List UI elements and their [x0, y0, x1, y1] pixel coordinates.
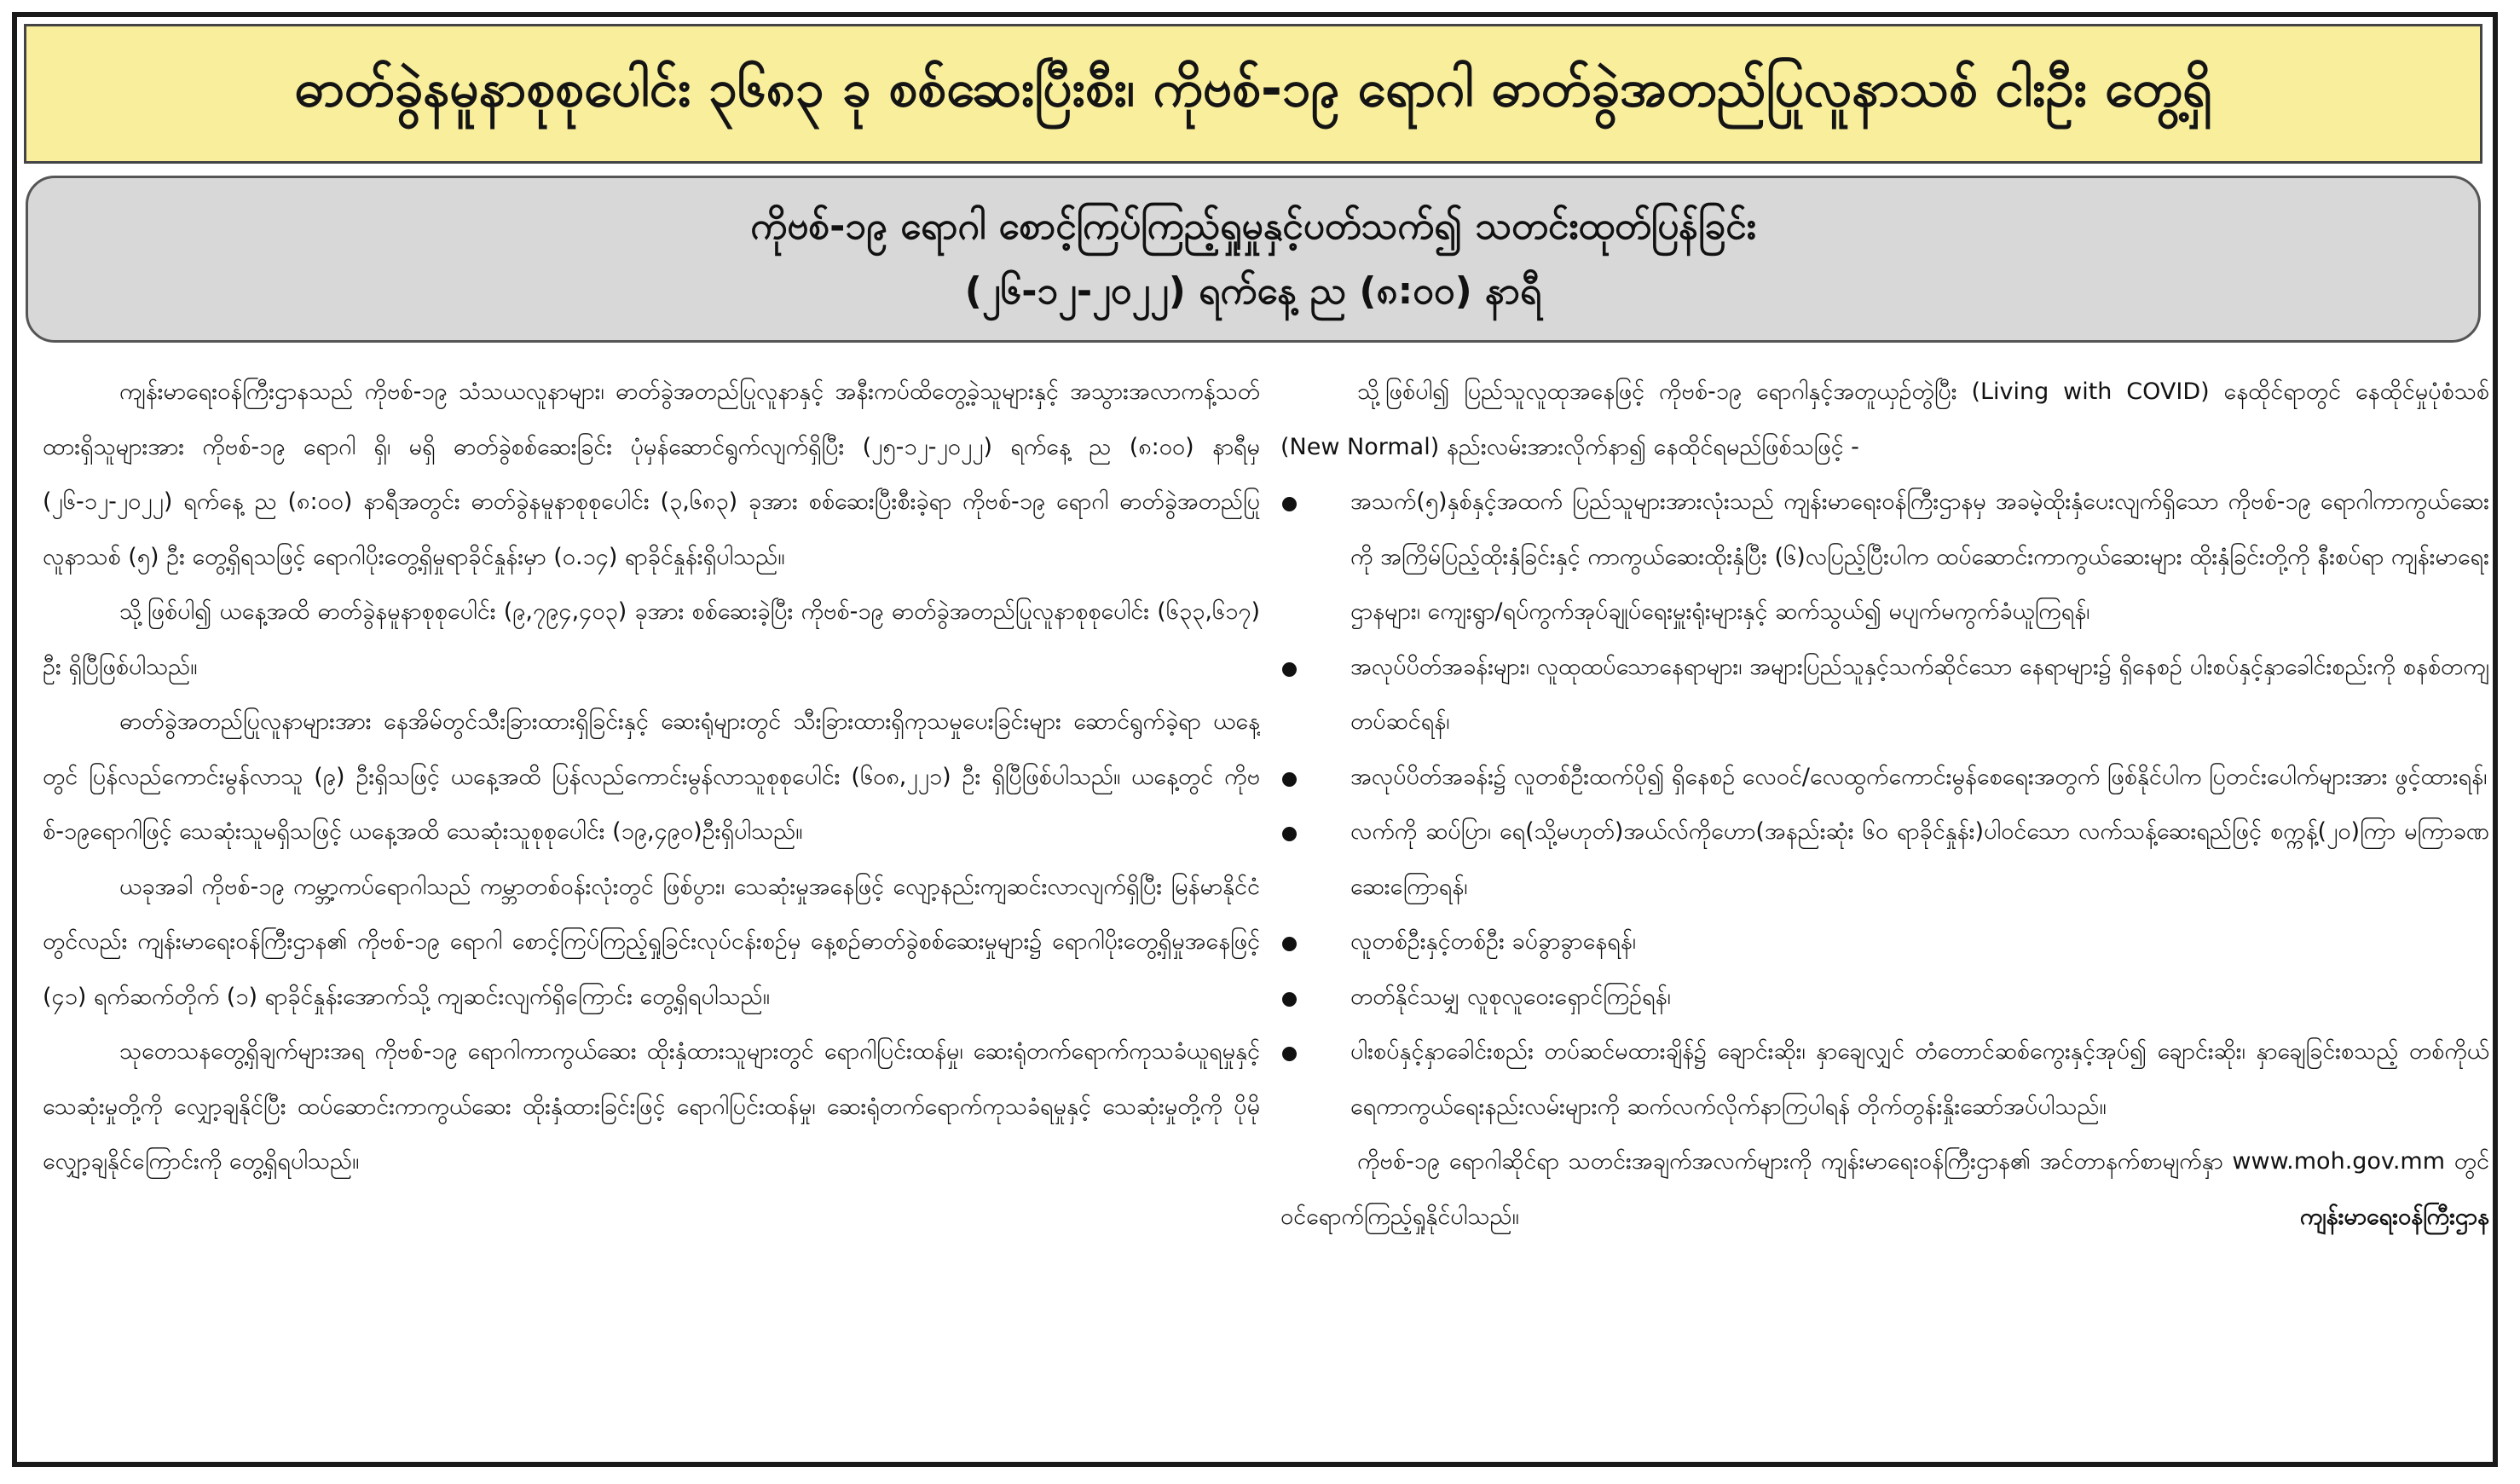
list-item-text: အသက်(၅)နှစ်နှင့်အထက် ပြည်သူများအားလုံးသည် ကျန်းမာရေးဝန်ကြီးဌာနမှ အခမဲ့ထိုးနှံပေးလျက်ရှိသော ကိုဗစ်-၁၉ ရောဂါကာကွယ်ဆေးကို အကြိမ်ပြည့်ထိုးနှံခြင်းနှင့် ကာကွယ်ဆေးထိုးနှံပြီး (၆)လပြည့်ပြီးပါက ထပ်ဆောင်းကာကွယ်ဆေးများ ထိုးနှံခြင်းတို့ကို နီးစပ်ရာ ကျန်းမာရေးဌာနများ၊ ကျေးရွာ/ရပ်ကွက်အုပ်ချုပ်ရေးမှူးရုံးများနှင့် ဆက်သွယ်၍ မပျက်မကွက်ခံယူကြရန်၊	[1350, 488, 2489, 625]
paragraph-trend: ယခုအခါ ကိုဗစ်-၁၉ ကမ္ဘာ့ကပ်ရောဂါသည် ကမ္ဘာတစ်ဝန်းလုံးတွင် ဖြစ်ပွား၊ သေဆုံးမှုအနေဖြင့် လျော့နည်းကျဆင်းလာလျက်ရှိပြီး မြန်မာနိုင်ငံတွင်လည်း ကျန်းမာရေးဝန်ကြီးဌာန၏ ကိုဗစ်-၁၉ ရောဂါ စောင့်ကြပ်ကြည့်ရှုခြင်းလုပ်ငန်းစဉ်မှ နေ့စဉ်ဓာတ်ခွဲစစ်ဆေးမှုများ၌ ရောဂါပိုးတွေ့ရှိမှုအနေဖြင့် (၄၁) ရက်ဆက်တိုက် (၁) ရာခိုင်နှုန်းအောက်သို့ ကျဆင်းလျက်ရှိကြောင်း တွေ့ရှိရပါသည်။	[43, 873, 1260, 1010]
headline-text: ဓာတ်ခွဲနမူနာစုစုပေါင်း ၃၆၈၃ ခု စစ်ဆေးပြီးစီး၊ ကိုဗစ်-၁၉ ရောဂါ ဓာတ်ခွဲအတည်ပြုလူနာသစ် ငါးဦး တွေ့ရှိ	[294, 59, 2212, 118]
list-item-text: လက်ကို ဆပ်ပြာ၊ ရေ(သို့မဟုတ်)အယ်လ်ကိုဟော(အနည်းဆုံး ၆၀ ရာခိုင်နှုန်း)ပါဝင်သော လက်သန့်ဆေးရည်ဖြင့် စက္ကန့်(၂၀)ကြာ မကြာခဏဆေးကြောရန်၊	[1350, 818, 2489, 900]
list-item	[1280, 805, 2489, 915]
bullet-icon	[1282, 662, 1297, 677]
paragraph-cumulative-cases: သို့ဖြစ်ပါ၍ ယနေ့အထိ ဓာတ်ခွဲနမူနာစုစုပေါင်း (၉,၇၉၄,၄၀၃) ခုအား စစ်ဆေးခဲ့ပြီး ကိုဗစ်-၁၉ ဓာတ်ခွဲအတည်ပြုလူနာစုစုပေါင်း (၆၃၃,၆၁၇) ဦး ရှိပြီဖြစ်ပါသည်။	[43, 598, 1260, 680]
paragraph-closing	[1280, 1135, 2489, 1244]
bullet-icon	[1282, 937, 1297, 951]
list-item-text: အလုပ်ပိတ်အခန်း၌ လူတစ်ဦးထက်ပို၍ ရှိနေစဉ် လေဝင်/လေထွက်ကောင်းမွန်စေရေးအတွက် ဖြစ်နိုင်ပါက ပြတင်းပေါက်များအား ဖွင့်ထားရန်၊	[1350, 763, 2488, 790]
bullet-icon	[1282, 827, 1297, 841]
bullet-icon	[1282, 772, 1297, 787]
list-item	[1280, 915, 2489, 970]
headline	[24, 24, 2482, 164]
signature: ကျန်းမာရေးဝန်ကြီးဌာန	[2299, 1203, 2489, 1230]
subtitle-date: (၂၆-၁၂-၂၀၂၂) ရက်နေ့ ည (၈:၀၀) နာရီ	[964, 269, 1542, 313]
bullet-icon	[1282, 992, 1297, 1007]
list-item	[1280, 475, 2489, 640]
guidance-list	[1280, 475, 2489, 1135]
list-item	[1280, 970, 2489, 1025]
bullet-icon	[1282, 1047, 1297, 1061]
paragraph-vaccine-research: သုတေသနတွေ့ရှိချက်များအရ ကိုဗစ်-၁၉ ရောဂါကာကွယ်ဆေး ထိုးနှံထားသူများတွင် ရောဂါပြင်းထန်မှု၊ ဆေးရုံတက်ရောက်ကုသခံယူရမှုနှင့် သေဆုံးမှုတို့ကို လျှော့ချနိုင်ပြီး ထပ်ဆောင်းကာကွယ်ဆေး ထိုးနှံထားခြင်းဖြင့် ရောဂါပြင်းထန်မှု၊ ဆေးရုံတက်ရောက်ကုသခံရမှုနှင့် သေဆုံးမှုတို့ကို ပိုမိုလျှော့ချနိုင်ကြောင်းကို တွေ့ရှိရပါသည်။	[43, 1038, 1260, 1175]
right-column	[1280, 365, 2489, 1446]
list-item	[1280, 640, 2489, 750]
bullet-icon	[1282, 497, 1297, 511]
left-column	[43, 365, 1260, 1446]
subtitle-title: ကိုဗစ်-၁၉ ရောဂါ စောင့်ကြပ်ကြည့်ရှုမှုနှင့်ပတ်သက်၍ သတင်းထုတ်ပြန်ခြင်း	[750, 205, 1756, 248]
list-item	[1280, 750, 2489, 806]
list-item-text: အလုပ်ပိတ်အခန်းများ၊ လူထုထပ်သောနေရာများ၊ အများပြည်သူနှင့်သက်ဆိုင်သော နေရာများ၌ ရှိနေစဉ် ပါးစပ်နှင့်နှာခေါင်းစည်းကို စနစ်တကျတပ်ဆင်ရန်၊	[1350, 653, 2489, 735]
paragraph-living-with-covid: သို့ဖြစ်ပါ၍ ပြည်သူလူထုအနေဖြင့် ကိုဗစ်-၁၉ ရောဂါနှင့်အတူယှဉ်တွဲပြီး (Living with COVID) နေထိုင်ရာတွင် နေထိုင်မှုပုံစံသစ် (New Normal) နည်းလမ်းအားလိုက်နာ၍ နေထိုင်ရမည်ဖြစ်သဖြင့် -	[1280, 378, 2489, 460]
paragraph-test-results: ကျန်းမာရေးဝန်ကြီးဌာနသည် ကိုဗစ်-၁၉ သံသယလူနာများ၊ ဓာတ်ခွဲအတည်ပြုလူနာနှင့် အနီးကပ်ထိတွေ့ခဲ့သူများနှင့် အသွားအလာကန့်သတ်ထားရှိသူများအား ကိုဗစ်-၁၉ ရောဂါ ရှိ၊ မရှိ ဓာတ်ခွဲစစ်ဆေးခြင်း ပုံမှန်ဆောင်ရွက်လျက်ရှိပြီး (၂၅-၁၂-၂၀၂၂) ရက်နေ့ ည (၈:၀၀) နာရီမှ (၂၆-၁၂-၂၀၂၂) ရက်နေ့ ည (၈:၀၀) နာရီအတွင်း ဓာတ်ခွဲနမူနာစုစုပေါင်း (၃,၆၈၃) ခုအား စစ်ဆေးပြီးစီးခဲ့ရာ ကိုဗစ်-၁၉ ရောဂါ ဓာတ်ခွဲအတည်ပြုလူနာသစ် (၅) ဦး တွေ့ရှိရသဖြင့် ရောဂါပိုးတွေ့ရှိမှုရာခိုင်နှုန်းမှာ (၀.၁၄) ရာခိုင်နှုန်းရှိပါသည်။	[43, 378, 1260, 570]
list-item-text: လူတစ်ဦးနှင့်တစ်ဦး ခပ်ခွာခွာနေရန်၊	[1350, 928, 1636, 955]
list-item-text: တတ်နိုင်သမျှ လူစုလူဝေးရှောင်ကြဉ်ရန်၊	[1350, 983, 1671, 1010]
subtitle-box	[26, 176, 2481, 343]
closing-text: ကိုဗစ်-၁၉ ရောဂါဆိုင်ရာ သတင်းအချက်အလက်များကို ကျန်းမာရေးဝန်ကြီးဌာန၏ အင်တာနက်စာမျက်နှာ www.moh.gov.mm တွင် ဝင်ရောက်ကြည့်ရှုနိုင်ပါသည်။	[1280, 1148, 2489, 1230]
list-item	[1280, 1025, 2489, 1135]
list-item-text: ပါးစပ်နှင့်နှာခေါင်းစည်း တပ်ဆင်မထားချိန်၌ ချောင်းဆိုး၊ နှာချေလျှင် တံတောင်ဆစ်ကွေးနှင့်အုပ်၍ ချောင်းဆိုး၊ နှာချေခြင်းစသည့် တစ်ကိုယ်ရေကာကွယ်ရေးနည်းလမ်းများကို ဆက်လက်လိုက်နာကြပါရန် တိုက်တွန်းနှိုးဆော်အပ်ပါသည်။	[1350, 1038, 2489, 1120]
paragraph-recoveries-deaths: ဓာတ်ခွဲအတည်ပြုလူနာများအား နေအိမ်တွင်သီးခြားထားရှိခြင်းနှင့် ဆေးရုံများတွင် သီးခြားထားရှိကုသမှုပေးခြင်းများ ဆောင်ရွက်ခဲ့ရာ ယနေ့တွင် ပြန်လည်ကောင်းမွန်လာသူ (၉) ဦးရှိသဖြင့် ယနေ့အထိ ပြန်လည်ကောင်းမွန်လာသူစုစုပေါင်း (၆၀၈,၂၂၁) ဦး ရှိပြီဖြစ်ပါသည်။ ယနေ့တွင် ကိုဗစ်-၁၉ရောဂါဖြင့် သေဆုံးသူမရှိသဖြင့် ယနေ့အထိ သေဆုံးသူစုစုပေါင်း (၁၉,၄၉၀)ဦးရှိပါသည်။	[43, 708, 1260, 845]
